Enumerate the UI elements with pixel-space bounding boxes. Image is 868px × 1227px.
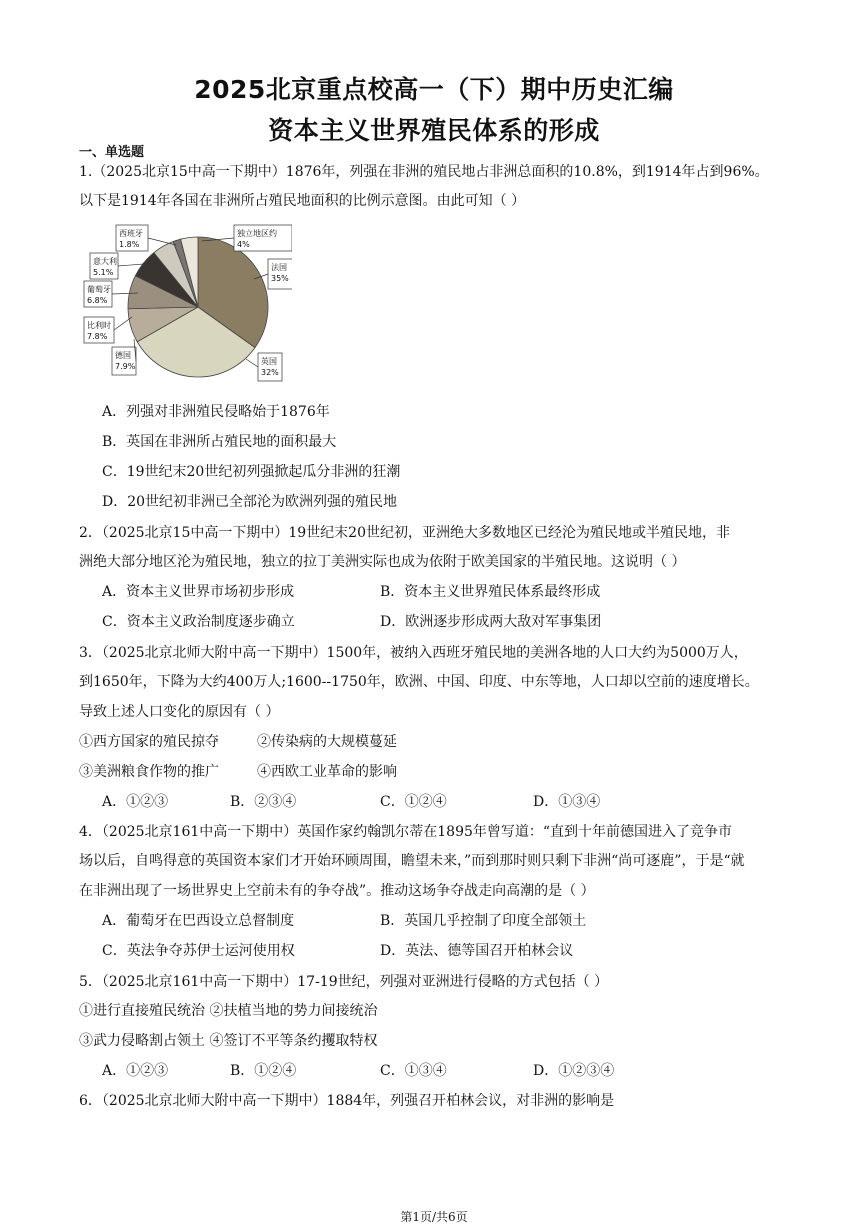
question-2-stem-line-1: 2．（2025北京15中高一下期中）19世纪末20世纪初，亚洲绝大多数地区已经沦为殖民地或半殖民地，非 bbox=[79, 525, 730, 541]
pie-label-value-4: 6.8% bbox=[87, 296, 108, 305]
pie-label-name-1: 英国 bbox=[261, 357, 277, 366]
pie-label-name-2: 德国 bbox=[115, 351, 131, 360]
page-subtitle: 资本主义世界殖民体系的形成 bbox=[268, 116, 600, 145]
question-3-stem-line-2: 到1650年，下降为大约400万人;1600--1750年，欧洲、中国、印度、中东等地，人口却以空前的速度增长。 bbox=[79, 674, 759, 690]
question-3-option-d[interactable]: D．①③④ bbox=[533, 794, 601, 810]
question-4-option-d[interactable]: D．英法、德等国召开柏林会议 bbox=[380, 943, 574, 959]
question-3-item-4: ④西欧工业革命的影响 bbox=[257, 764, 397, 780]
page-footer: 第1页/共6页 bbox=[400, 1210, 468, 1224]
question-5-stem: 5．（2025北京161中高一下期中）17-19世纪，列强对亚洲进行侵略的方式包括（ ） bbox=[79, 974, 609, 990]
pie-leader-line-6 bbox=[148, 238, 176, 245]
question-3-option-c[interactable]: C．①②④ bbox=[380, 794, 447, 810]
question-2-option-c[interactable]: C．资本主义政治制度逐步确立 bbox=[102, 614, 295, 630]
question-4-option-c[interactable]: C．英法争夺苏伊士运河使用权 bbox=[102, 943, 295, 959]
pie-label-name-0: 法国 bbox=[271, 263, 287, 272]
pie-label-name-3: 比利时 bbox=[87, 321, 111, 330]
question-4-option-a[interactable]: A．葡萄牙在巴西设立总督制度 bbox=[102, 913, 295, 929]
pie-label-value-3: 7.8% bbox=[87, 332, 108, 341]
pie-chart bbox=[76, 219, 292, 397]
question-1-option-d[interactable]: D．20世纪初非洲已全部沦为欧洲列强的殖民地 bbox=[102, 494, 398, 510]
pie-label-value-2: 7.9% bbox=[115, 362, 136, 371]
question-5-option-a[interactable]: A．①②③ bbox=[102, 1063, 169, 1079]
question-5-item-line-1: ①进行直接殖民统治 ②扶植当地的势力间接统治 bbox=[79, 1003, 378, 1019]
question-1-stem-line-1: 1.（2025北京15中高一下期中）1876年，列强在非洲的殖民地占非洲总面积的10.8%，到1914年占到96%。 bbox=[79, 164, 769, 180]
question-2-stem-line-2: 洲绝大部分地区沦为殖民地，独立的拉丁美洲实际也成为依附于欧美国家的半殖民地。这说明（ ） bbox=[79, 554, 686, 570]
question-4-stem-line-1: 4．（2025北京161中高一下期中）英国作家约翰凯尔蒂在1895年曾写道：“直到十年前德国进入了竞争市 bbox=[79, 824, 733, 840]
question-5-option-d[interactable]: D．①②③④ bbox=[533, 1063, 615, 1079]
question-2-option-a[interactable]: A．资本主义世界市场初步形成 bbox=[102, 584, 295, 600]
question-3-item-1: ①西方国家的殖民掠夺 bbox=[79, 734, 219, 750]
question-3-option-a[interactable]: A．①②③ bbox=[102, 794, 169, 810]
pie-label-value-0: 35% bbox=[271, 274, 289, 283]
question-3-stem-line-3: 导致上述人口变化的原因有（ ） bbox=[79, 704, 280, 720]
question-3-stem-line-1: 3．（2025北京北师大附中高一下期中）1500年，被纳入西班牙殖民地的美洲各地的人口大约为5000万人， bbox=[79, 645, 748, 661]
question-2-option-b[interactable]: B．资本主义世界殖民体系最终形成 bbox=[380, 584, 601, 600]
question-5-option-c[interactable]: C．①③④ bbox=[380, 1063, 447, 1079]
page-title: 2025北京重点校高一（下）期中历史汇编 bbox=[194, 75, 674, 104]
pie-label-name-4: 葡萄牙 bbox=[87, 285, 111, 294]
question-1-stem-line-2: 以下是1914年各国在非洲所占殖民地面积的比例示意图。由此可知（ ） bbox=[79, 193, 526, 209]
question-3-option-b[interactable]: B．②③④ bbox=[230, 794, 297, 810]
question-4-stem-line-3: 在非洲出现了一场世界史上空前未有的争夺战”。推动这场争夺战走向高潮的是（ ） bbox=[79, 883, 595, 899]
pie-label-name-6: 西班牙 bbox=[119, 229, 143, 238]
question-3-item-3: ③美洲粮食作物的推广 bbox=[79, 764, 219, 780]
question-5-item-line-2: ③武力侵略割占领土 ④签订不平等条约攫取特权 bbox=[79, 1033, 378, 1049]
question-1-option-a[interactable]: A．列强对非洲殖民侵略始于1876年 bbox=[102, 404, 330, 420]
question-6-stem: 6．（2025北京北师大附中高一下期中）1884年，列强召开柏林会议，对非洲的影响是 bbox=[79, 1093, 615, 1109]
section-heading: 一、单选题 bbox=[79, 145, 145, 160]
pie-label-value-6: 1.8% bbox=[119, 240, 140, 249]
question-4-stem-line-2: 场以后，自鸣得意的英国资本家们才开始环顾周围，瞻望未来，”而到那时则只剩下非洲“尚可逐鹿”，于是“就 bbox=[79, 853, 745, 869]
pie-label-value-5: 5.1% bbox=[93, 268, 114, 277]
pie-label-value-7: 4% bbox=[237, 240, 250, 249]
question-4-option-b[interactable]: B．英国几乎控制了印度全部领土 bbox=[380, 913, 587, 929]
question-1-option-b[interactable]: B．英国在非洲所占殖民地的面积最大 bbox=[102, 434, 337, 450]
pie-leader-line-1 bbox=[246, 359, 258, 367]
question-2-option-d[interactable]: D．欧洲逐步形成两大敌对军事集团 bbox=[380, 614, 602, 630]
question-5-option-b[interactable]: B．①②④ bbox=[230, 1063, 297, 1079]
pie-leader-line-3 bbox=[114, 317, 132, 330]
pie-label-name-5: 意大利 bbox=[93, 257, 117, 266]
question-1-option-c[interactable]: C．19世纪末20世纪初列强掀起瓜分非洲的狂潮 bbox=[102, 464, 401, 480]
pie-label-value-1: 32% bbox=[261, 368, 279, 377]
pie-label-name-7: 独立地区约 bbox=[237, 229, 277, 238]
question-3-item-2: ②传染病的大规模蔓延 bbox=[257, 734, 397, 750]
